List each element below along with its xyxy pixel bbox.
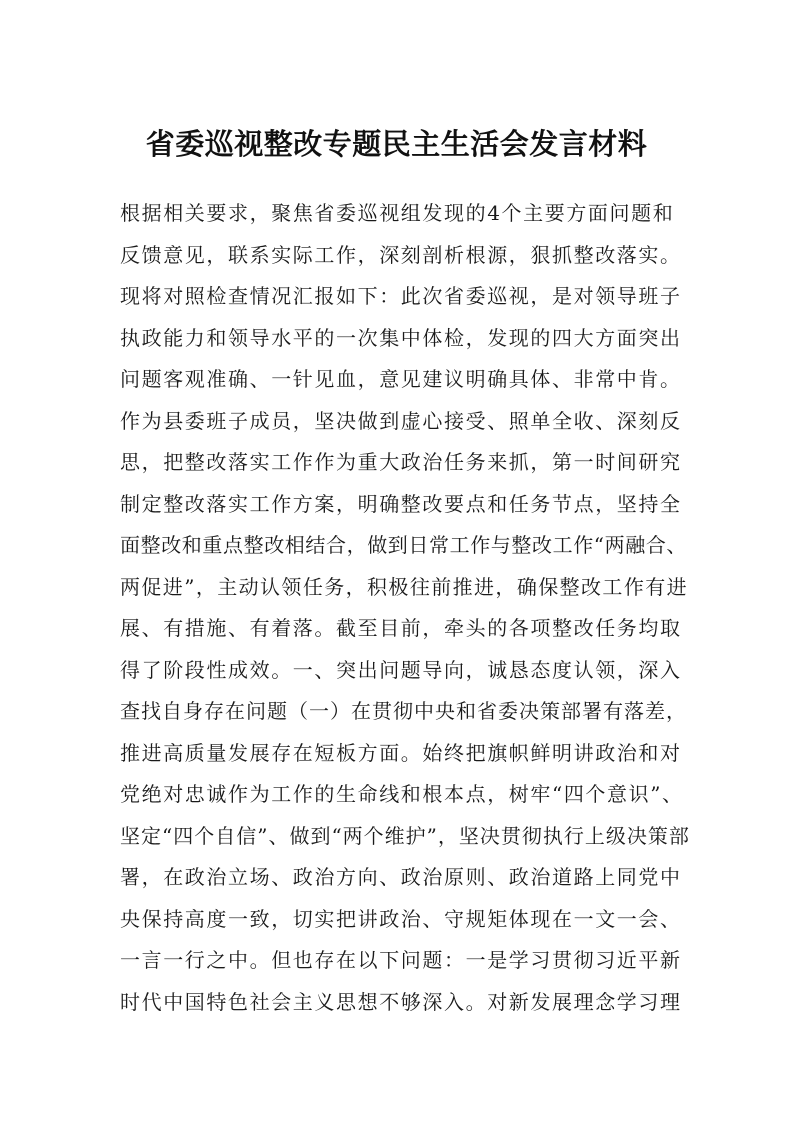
body-line: 查找自身存在问题（一）在贯彻中央和省委决策部署有落差，: [120, 699, 687, 723]
body-line: 推进高质量发展存在短板方面。始终把旗帜鲜明讲政治和对: [120, 740, 682, 765]
body-line: 央保持高度一致，切实把讲政治、守规矩体现在一文一会、: [120, 906, 682, 931]
body-line: 问题客观准确、一针见血，意见建议明确具体、非常中肯。: [120, 367, 682, 391]
body-line: 得了阶段性成效。一、突出问题导向，诚恳态度认领，深入: [120, 657, 682, 682]
body-line: 展、有措施、有着落。截至目前，牵头的各项整改任务均取: [120, 616, 682, 640]
body-line: 执政能力和领导水平的一次集中体检，发现的四大方面突出: [120, 325, 682, 350]
body-line: 面整改和重点整改相结合，做到日常工作与整改工作“两融合、: [120, 533, 688, 557]
body-line: 署，在政治立场、政治方向、政治原则、政治道路上同党中: [120, 865, 682, 889]
body-line: 时代中国特色社会主义思想不够深入。对新发展理念学习理: [120, 989, 682, 1014]
body-line: 反馈意见，联系实际工作，深刻剖析根源，狠抓整改落实。: [120, 242, 682, 267]
body-line: 两促进”，主动认领任务，积极往前推进，确保整改工作有进: [120, 574, 689, 599]
document-title: 省委巡视整改专题民主生活会发言材料: [145, 127, 648, 161]
body-line: 一言一行之中。但也存在以下问题：一是学习贯彻习近平新: [120, 948, 682, 972]
document-body: [120, 193, 690, 1023]
body-line: 根据相关要求，聚焦省委巡视组发现的4个主要方面问题和: [120, 201, 675, 225]
body-line: 制定整改落实工作方案，明确整改要点和任务节点，坚持全: [120, 491, 682, 516]
body-line: 党绝对忠诚作为工作的生命线和根本点，树牢“四个意识”、: [120, 782, 684, 806]
body-line: 思，把整改落实工作作为重大政治任务来抓，第一时间研究: [120, 450, 682, 474]
body-line: 作为县委班子成员，坚决做到虚心接受、照单全收、深刻反: [120, 408, 682, 433]
body-line: 现将对照检查情况汇报如下：此次省委巡视，是对领导班子: [120, 284, 682, 308]
body-line: 坚定“四个自信”、做到“两个维护”，坚决贯彻执行上级决策部: [120, 823, 690, 848]
